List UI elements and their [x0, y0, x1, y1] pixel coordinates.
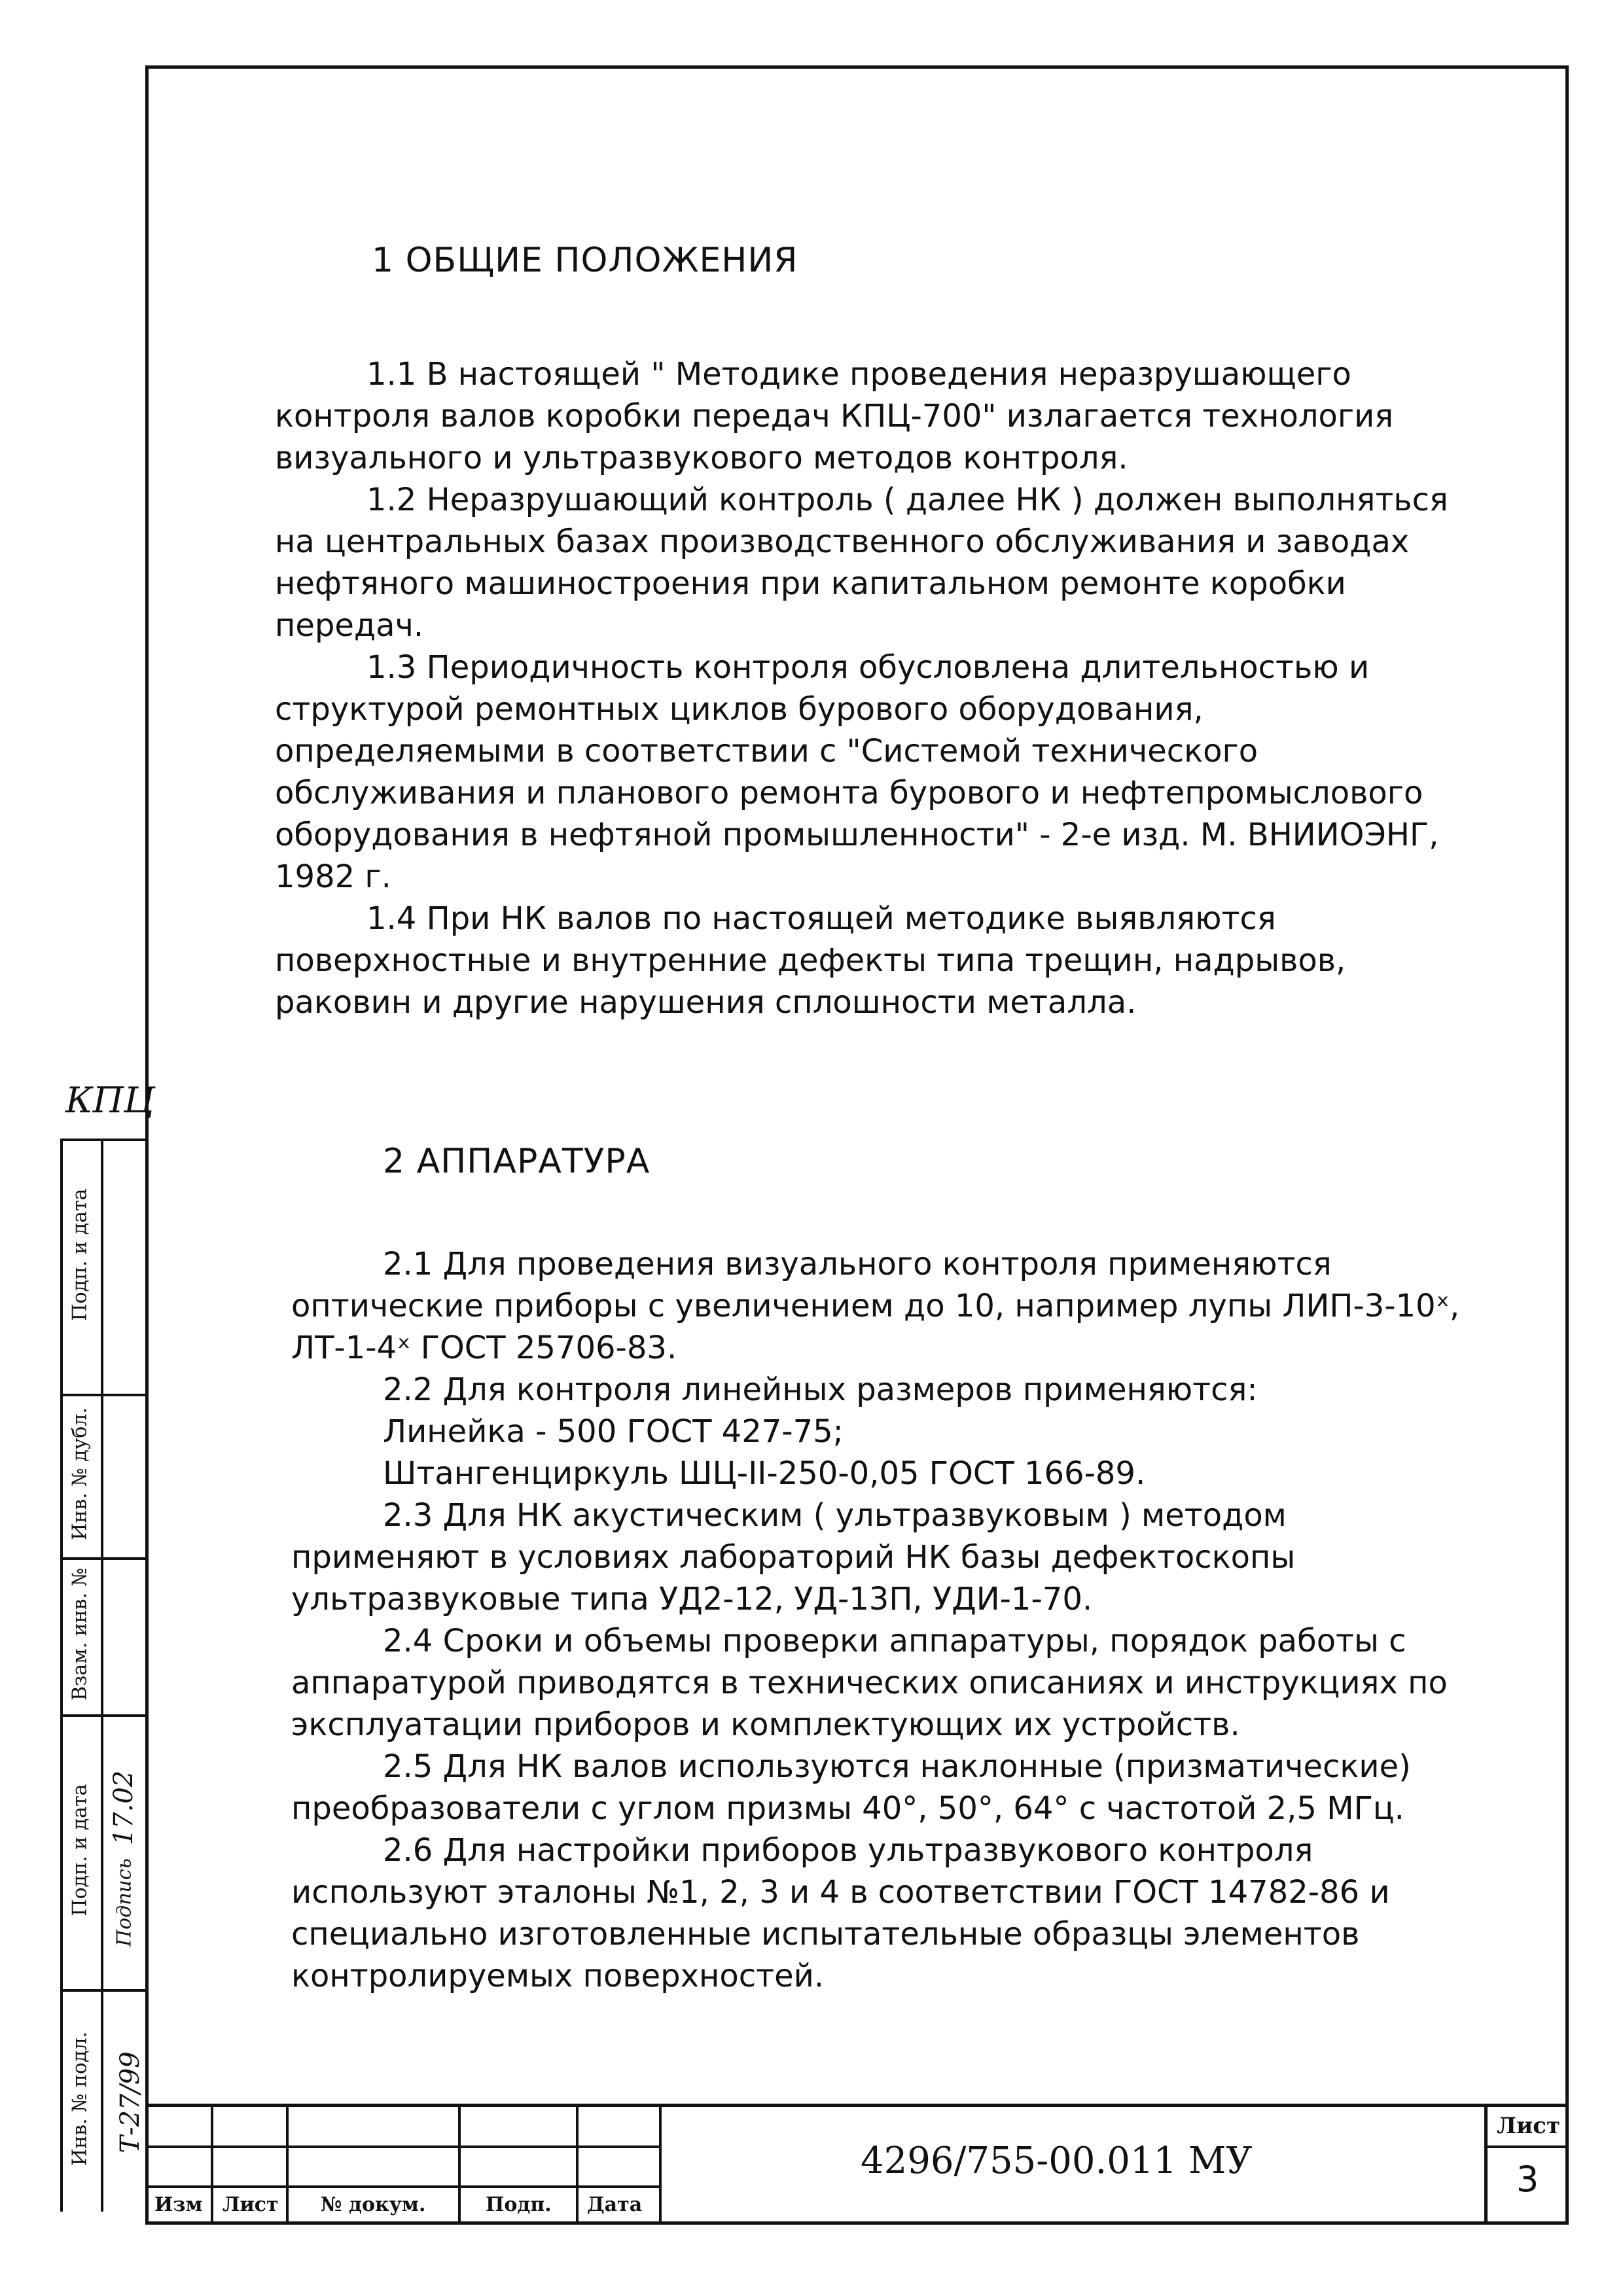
side-label-orig-inv: Инв. № подл. [68, 2031, 92, 2166]
paragraph-2-5: 2.5 Для НК валов используются наклонные (призматические) преобразователи с углом призмы 40°, 50°, 64° с частотой 2,5 МГц. [291, 1748, 1411, 1827]
paragraph-1-4: 1.4 При НК валов по настоящей методике выявляются поверхностные и внутренние дефекты типа трещин, надрывов, раковин и другие нарушения сплошности металла. [275, 900, 1346, 1021]
rev-col-1 [211, 2104, 213, 2221]
paragraph-2-2: 2.2 Для контроля линейных размеров применяются: [383, 1371, 1258, 1408]
col-label-doc-no: № докум. [321, 2193, 426, 2216]
side-div-2 [60, 1557, 145, 1560]
side-div-1 [60, 1394, 145, 1396]
sheet-number-box [1484, 2104, 1569, 2221]
paragraph-2-1: 2.1 Для проведения визуального контроля применяются оптические приборы с увеличением до 10, например лупы ЛИП-3-10ˣ, ЛТ-1-4ˣ ГОСТ 25706-83. [291, 1246, 1460, 1366]
side-border-top [60, 1139, 145, 1141]
rev-col-4 [576, 2104, 579, 2221]
section-1-heading: 1 ОБЩИЕ ПОЛОЖЕНИЯ [372, 241, 798, 280]
col-label-signature: Подп. [486, 2193, 552, 2216]
side-handwritten-date: 17.02 [109, 1770, 139, 1846]
paragraph-2-3: 2.3 Для НК акустическим ( ультразвуковым ) методом применяют в условиях лабораторий НК базы дефектоскопы ультразвуковые типа УД2-12, УД-13П, УДИ-1-70. [291, 1497, 1296, 1617]
side-stamp [60, 1139, 145, 2212]
document-code: 4296/755-00.011 МУ [861, 2140, 1253, 2182]
paragraph-1-3: 1.3 Периодичность контроля обусловлена длительностью и структурой ремонтных циклов бурового оборудования, определяемыми в соответствии с "Системой технического обслуживания и планового ремонта бурового и нефтепромыслового оборудования в нефтяной промышленности" - 2-е изд. М. ВНИИОЭНГ, 1982 г. [275, 649, 1439, 895]
col-label-rev: Изм [154, 2193, 203, 2216]
paragraph-2-2-ruler: Линейка - 500 ГОСТ 427-75; [383, 1413, 844, 1450]
paragraph-1-1: 1.1 В настоящей " Методике проведения неразрушающего контроля валов коробки передач КПЦ-700" излагается технология визуального и ультразвукового методов контроля. [275, 356, 1394, 476]
sheet-label: Лист [1497, 2113, 1561, 2139]
side-handwritten-signature: Подпись [113, 1858, 136, 1947]
side-label-dup-inv: Инв. № дубл. [68, 1407, 92, 1540]
sheet-number: 3 [1516, 2159, 1539, 2200]
side-label-replace-inv: Взам. инв. № [68, 1567, 92, 1701]
paragraph-1-2: 1.2 Неразрушающий контроль ( далее НК ) должен выполняться на центральных базах производственного обслуживания и заводах нефтяного машиностроения при капитальном ремонте коробки передач. [275, 482, 1448, 644]
revision-table [145, 2104, 659, 2221]
section-2-body [291, 1243, 1469, 1997]
side-label-sign-date-1: Подп. и дата [68, 1188, 92, 1321]
sheet-box-divider [1488, 2146, 1569, 2148]
rev-row-1 [145, 2146, 659, 2148]
col-label-sheet: Лист [223, 2193, 279, 2216]
side-border-mid [101, 1139, 103, 2212]
side-handwritten-label: КПЦ [65, 1080, 154, 1121]
rev-col-3 [458, 2104, 461, 2221]
side-div-3 [60, 1714, 145, 1717]
rev-col-5 [659, 2104, 662, 2221]
paragraph-2-6: 2.6 Для настройки приборов ультразвукового контроля используют эталоны №1, 2, 3 и 4 в соответствии ГОСТ 14782-86 и специально изготовленные испытательные образцы элементов контролируемых поверхностей. [291, 1832, 1390, 1994]
side-div-4 [60, 1989, 145, 1992]
rev-col-2 [286, 2104, 289, 2221]
section-2-heading: 2 АППАРАТУРА [383, 1142, 651, 1181]
side-handwritten-inventory: Т-27/99 [115, 2051, 145, 2153]
paragraph-2-2-caliper: Штангенциркуль ШЦ-II-250-0,05 ГОСТ 166-89. [383, 1455, 1146, 1492]
side-border-left [60, 1139, 63, 2212]
col-label-date: Дата [587, 2193, 643, 2216]
rev-row-2 [145, 2185, 659, 2188]
paragraph-2-4: 2.4 Сроки и объемы проверки аппаратуры, порядок работы с аппаратурой приводятся в технических описаниях и инструкциях по эксплуатации приборов и комплектующих их устройств. [291, 1623, 1448, 1743]
side-label-sign-date-2: Подп. и дата [68, 1784, 92, 1916]
section-1-body [275, 353, 1453, 1023]
